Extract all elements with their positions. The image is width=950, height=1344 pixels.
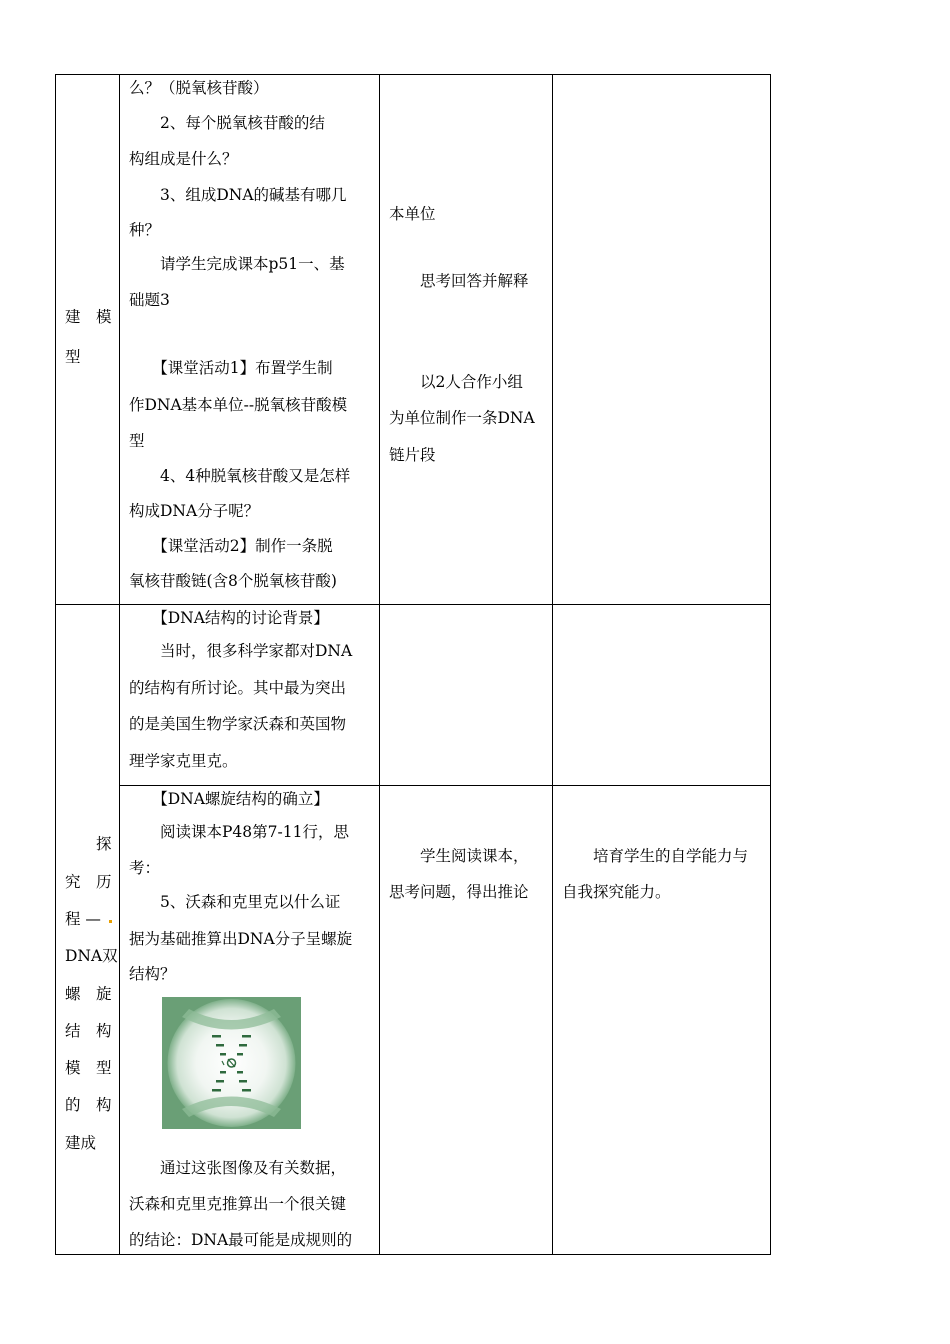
content-line: 作DNA基本单位--脱氧核苷酸模 [129,396,348,414]
content-line: 型 [129,432,145,450]
content-line: 2、每个脱氧核苷酸的结 [129,114,325,132]
content-line: 据为基础推算出DNA分子呈螺旋 [129,930,353,948]
student-activity-line: 思考回答并解释 [389,272,529,290]
stage-label-line: 的 构 [65,1096,112,1114]
content-line: 4、4种脱氧核苷酸又是怎样 [129,467,351,485]
orange-mark [109,920,112,923]
content-line: 构成DNA分子呢？ [129,502,260,520]
table-divider-2 [379,74,380,1255]
stage-label-line: 探 [96,835,112,853]
content-line: 3、组成DNA的碱基有哪几 [129,186,347,204]
content-line: 当时，很多科学家都对DNA [129,642,353,660]
student-activity-line: 链片段 [389,446,436,464]
content-line: 种？ [129,221,161,239]
content-line: 【DNA结构的讨论背景】 [129,609,329,627]
content-line: 【课堂活动2】制作一条脱 [129,537,333,555]
content-line: 的结构有所讨论。其中最为突出 [129,679,347,697]
stage-label-line: 程 — [65,910,101,928]
stage-label-char: 型 [65,348,81,366]
content-line: 【课堂活动1】布置学生制 [129,359,333,377]
stage-label-line: 螺 旋 [65,985,112,1003]
content-line: 5、沃森和克里克以什么证 [129,893,341,911]
design-purpose-line: 培育学生的自学能力与 [562,847,749,865]
student-activity-line: 以2人合作小组 [389,373,523,391]
student-activity-line: 思考问题，得出推论 [389,883,529,901]
table-divider-1 [119,74,120,1255]
table-border-left [55,74,56,1255]
student-activity-line: 本单位 [389,205,436,223]
stage-label-line: 究 历 [65,873,112,891]
content-line: 结构？ [129,965,176,983]
content-line: 构组成是什么？ [129,150,238,168]
content-line: 的结论：DNA最可能是成规则的 [129,1231,353,1249]
stage-label-line: 建成 [65,1134,97,1152]
content-line: 理学家克里克。 [129,752,238,770]
content-line: 请学生完成课本p51一、基 [129,255,345,273]
stage-label-char: 建 [65,308,81,326]
design-purpose-line: 自我探究能力。 [562,883,671,901]
xray-diffraction-image [162,997,301,1129]
content-line: 【DNA螺旋结构的确立】 [129,790,329,808]
student-activity-line: 学生阅读课本， [389,847,529,865]
content-line: 通过这张图像及有关数据， [129,1159,347,1177]
content-line: 氧核苷酸链(含8个脱氧核苷酸) [129,572,337,590]
content-line: 么？（脱氧核苷酸） [129,79,269,97]
content-line: 沃森和克里克推算出一个很关键 [129,1195,347,1213]
stage-label-line: 结 构 [65,1022,112,1040]
content-line: 础题3 [129,291,170,309]
stage-label-char: 模 [96,308,112,326]
content-line: 的是美国生物学家沃森和英国物 [129,715,347,733]
table-border-right [770,74,771,1255]
stage-label-line: 模 型 [65,1059,112,1077]
table-divider-3 [552,74,553,1255]
stage-label-line: DNA双 [65,947,118,965]
content-line: 考： [129,859,161,877]
content-line: 阅读课本P48第7-11行，思 [129,823,349,841]
student-activity-line: 为单位制作一条DNA [389,409,535,427]
